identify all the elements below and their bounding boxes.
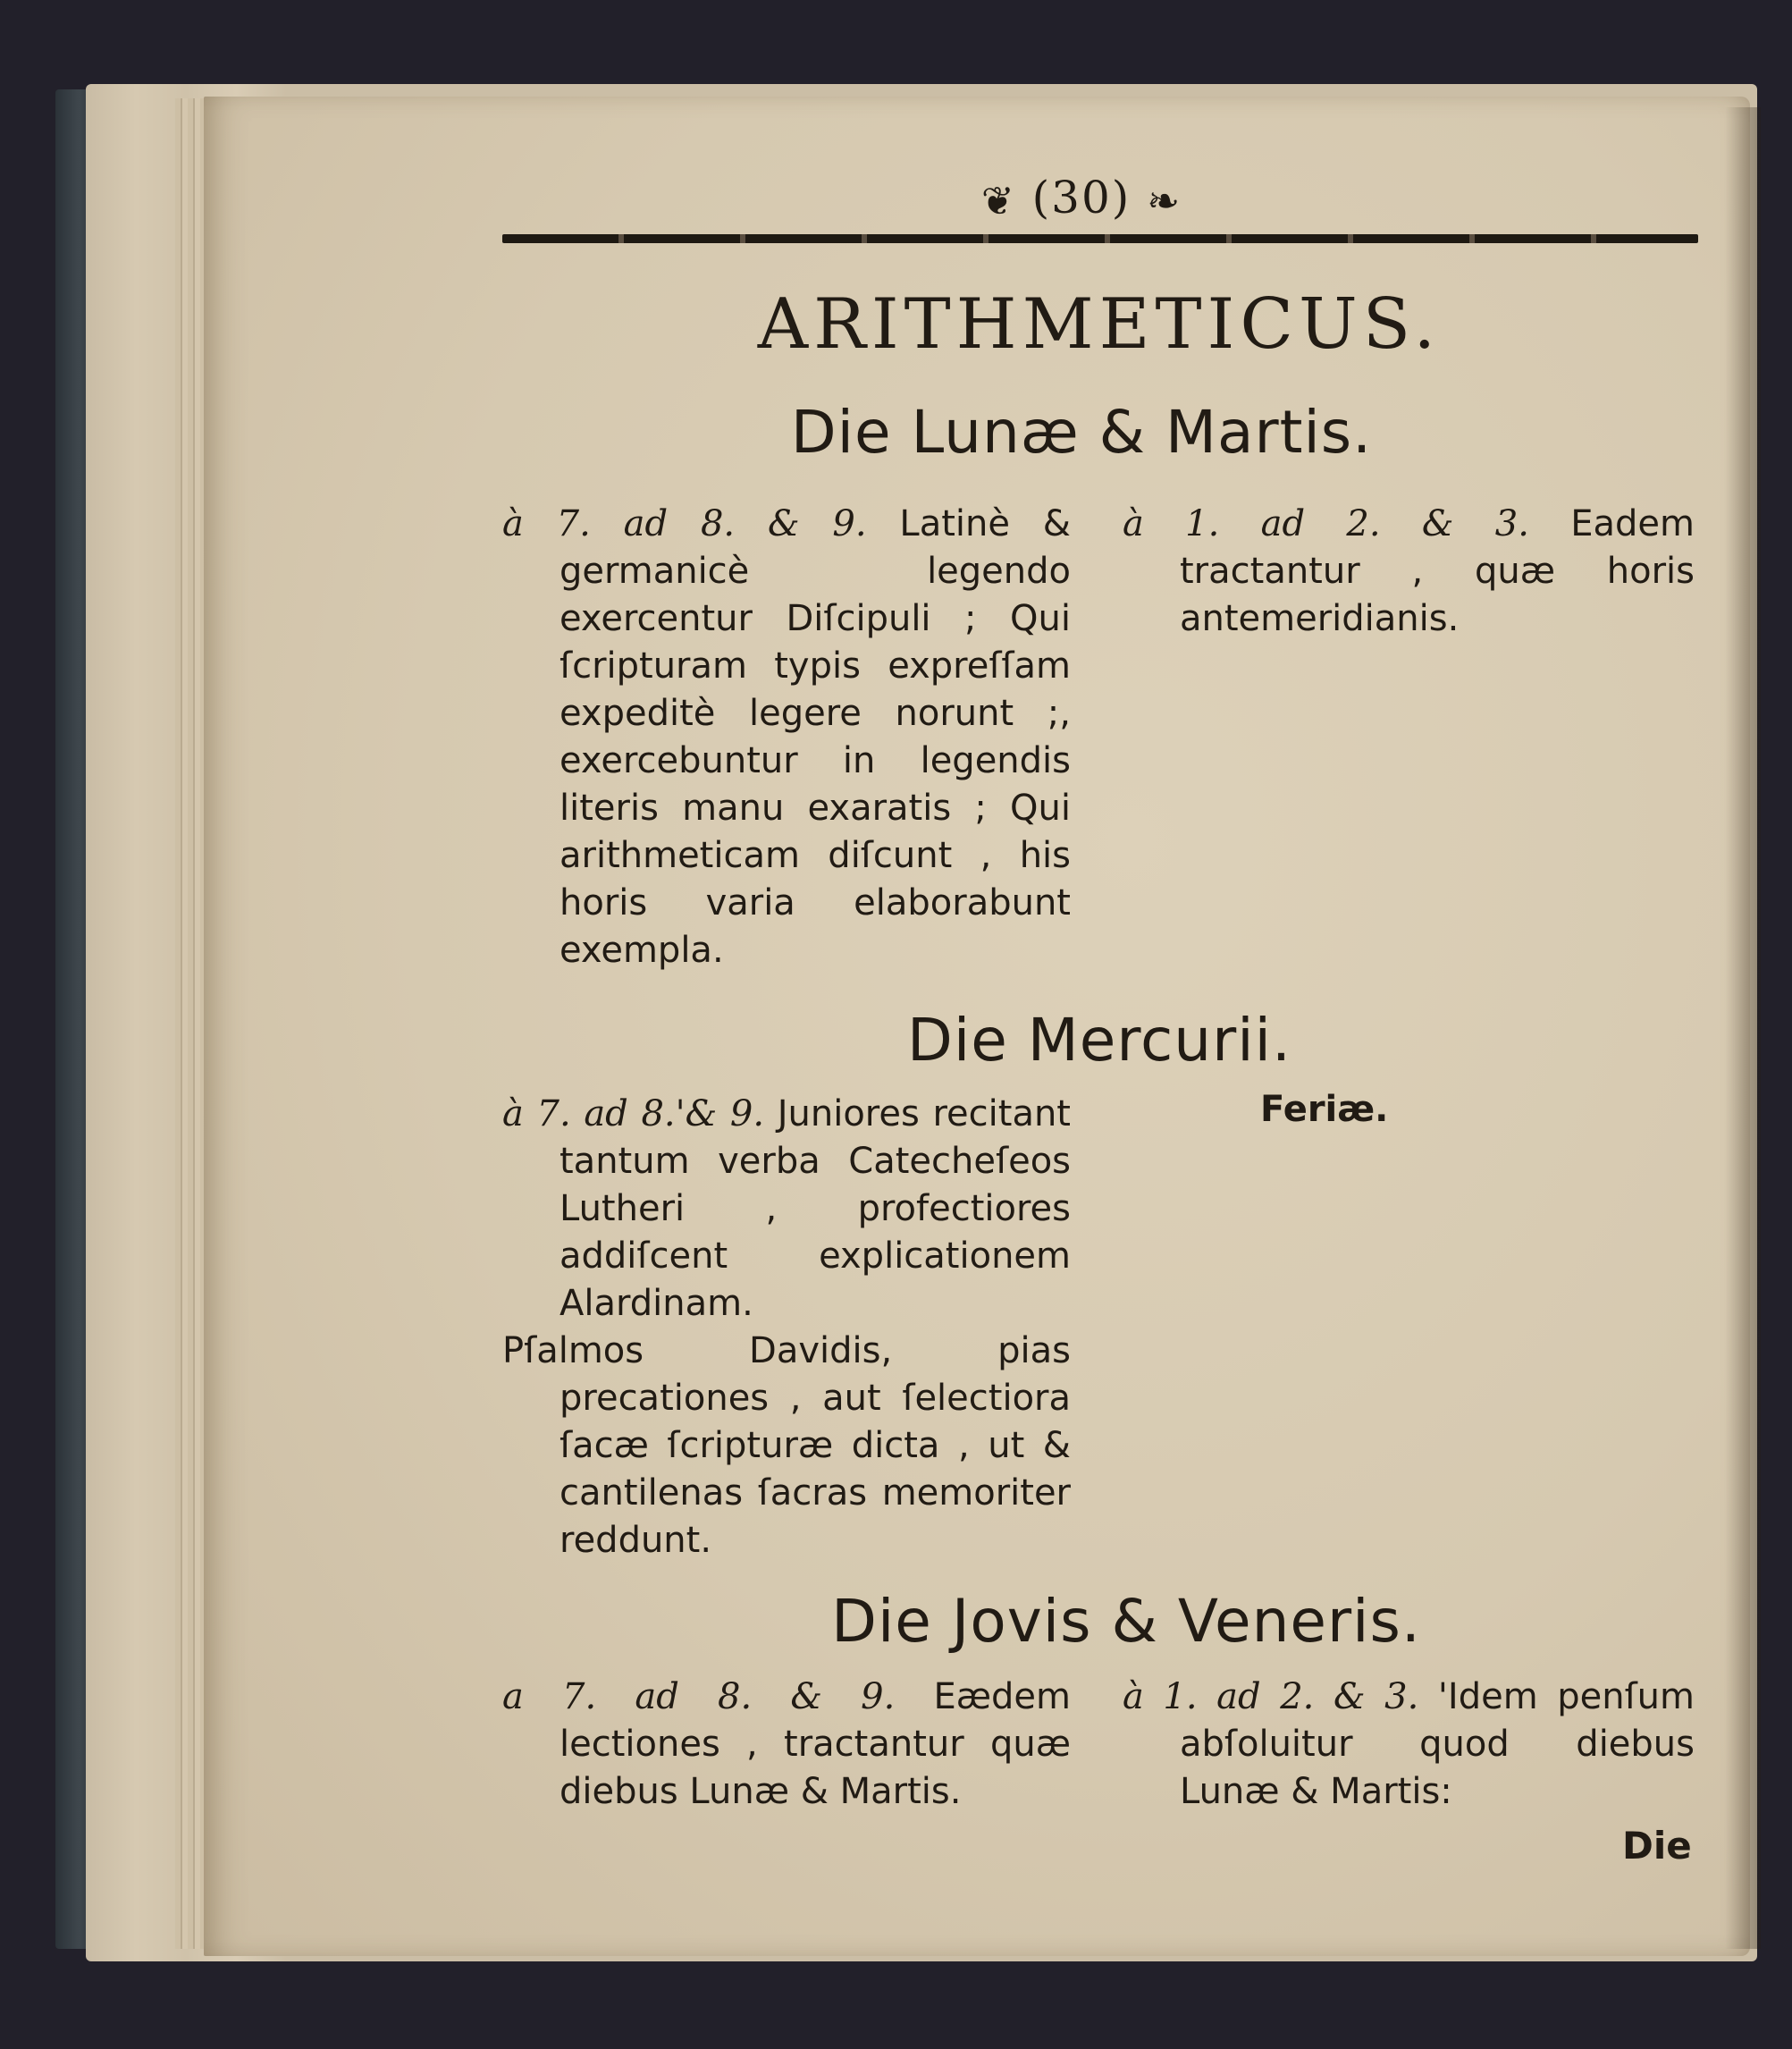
running-head xyxy=(930,172,1233,224)
ornament-right-icon: ❧ xyxy=(1147,178,1182,224)
section-heading-mercurii: Die Mercurii. xyxy=(907,1006,1291,1075)
binding-shadow xyxy=(1725,107,1761,1949)
paragraph-text: Eadem tractantur , quæ horis antemeridianis. xyxy=(1180,503,1695,639)
lunae-martis-morning xyxy=(502,501,1071,974)
time-label: à 7. ad 8. & 9. xyxy=(502,503,867,544)
jovis-veneris-afternoon xyxy=(1123,1674,1695,1816)
mercurii-morning xyxy=(502,1091,1071,1564)
lunae-martis-afternoon xyxy=(1123,501,1695,643)
feriae-label: Feriæ. xyxy=(1260,1089,1389,1130)
jovis-veneris-morning xyxy=(502,1674,1071,1816)
time-label: à 1. ad 2. & 3. xyxy=(1123,1676,1419,1717)
time-label: a 7. ad 8. & 9. xyxy=(502,1676,896,1717)
time-label: à 1. ad 2. & 3. xyxy=(1123,503,1529,544)
page-title: ARITHMETICUS. xyxy=(757,284,1442,365)
time-label: à 7. ad 8.'& 9. xyxy=(502,1093,765,1134)
paragraph-text: Juniores recitant tantum verba Catecheſeos Lutheri , profectiores addiſcent explicationem Alardinam. xyxy=(559,1093,1071,1324)
ornament-left-icon: ❦ xyxy=(980,178,1016,224)
paragraph-text: Pſalmos Davidis, pias precationes , aut ſelectiora ſacæ ſcripturæ dicta , ut & cantilenas ſacras memoriter reddunt. xyxy=(502,1330,1071,1561)
section-heading-jovis-veneris: Die Jovis & Veneris. xyxy=(831,1587,1421,1656)
page-number: (30) xyxy=(1031,172,1132,223)
paragraph-text: Eædem lectiones , tractantur quæ diebus Lunæ & Martis. xyxy=(559,1676,1071,1812)
paragraph-text: Latinè & germanicè legendo exercentur Diſcipuli ; Qui ſcripturam typis expreſſam expeditè legere norunt ;, exercebuntur in legendis literis manu exaratis ; Qui arithmeticam diſcunt , his horis varia elaborabunt exempla. xyxy=(559,503,1072,971)
section-heading-lunae-martis: Die Lunæ & Martis. xyxy=(790,398,1373,467)
paragraph-text: 'Idem penſum abſoluitur quod diebus Lunæ & Martis: xyxy=(1180,1676,1695,1812)
header-rule xyxy=(502,234,1698,243)
catchword: Die xyxy=(1622,1824,1692,1868)
